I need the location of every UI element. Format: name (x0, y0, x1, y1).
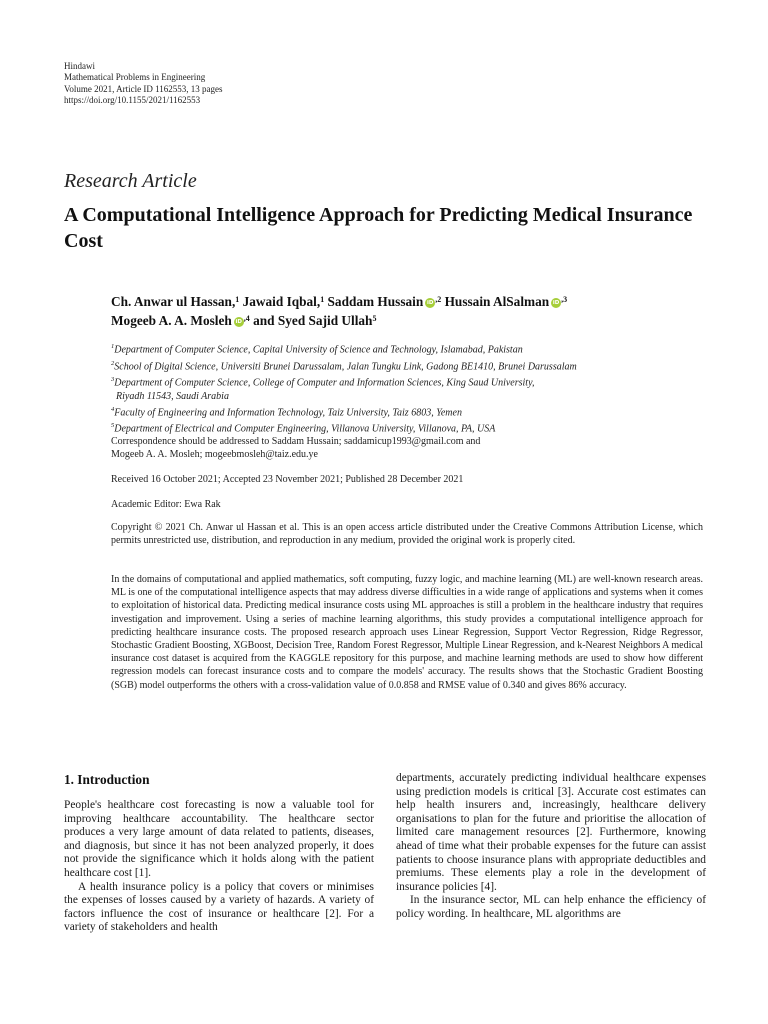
section-heading: 1. Introduction (64, 772, 150, 787)
author-affil-sup: 5 (372, 314, 377, 323)
affiliation-number: 2 (111, 359, 115, 367)
affiliation-text: Department of Electrical and Computer Engineering, Villanova University, Villanova, PA, USA (114, 423, 496, 435)
author-affil-sup: ,3 (561, 295, 568, 304)
abstract: In the domains of computational and applied mathematics, soft computing, fuzzy logic, and machine learning (ML) are well-known research areas. ML is one of the computational intelligence aspects that may address diverse difficulties in a wide range of applications and systems when it comes to exploitation of historical data. Predicting medical insurance costs using ML approaches is still a problem in the healthcare industry that requires investigation and improvement. Using a series of machine learning algorithms, this study provides a computational intelligence approach for predicting healthcare insurance costs. The proposed research approach uses Linear Regression, Support Vector Regression, Ridge Regressor, Stochastic Gradient Boosting, XGBoost, Decision Tree, Random Forest Regressor, Multiple Linear Regression, and k-Nearest Neighbors A medical insurance cost dataset is acquired from the KAGGLE repository for this purpose, and machine learning methods are used to show how different regression models can forecast insurance costs and to compare the models' accuracy. The results shows that the Stochastic Gradient Boosting (SGB) model outperforms the others with a cross-validation value of 0.0.858 and RMSE value of 0.340 and gives 86% accuracy. (111, 574, 704, 691)
affiliation-list (111, 340, 711, 436)
affiliation (111, 419, 711, 436)
author-affil-sup: ,4 (243, 314, 250, 323)
paper-title: A Computational Intelligence Approach for Predicting Medical Insurance Cost (64, 204, 693, 252)
doi-link[interactable]: https://doi.org/10.1155/2021/1162553 (64, 94, 201, 105)
volume-info: Volume 2021, Article ID 1162553, 13 pages (64, 83, 223, 94)
journal-header (64, 61, 222, 106)
body-column-right (396, 772, 706, 922)
affiliation-number: 1 (111, 343, 115, 350)
affiliation-number: 3 (111, 376, 115, 384)
affiliation (111, 403, 711, 420)
author-name: Mogeeb A. A. Mosleh (111, 313, 232, 328)
author-name: Ch. Anwar ul Hassan, (111, 294, 236, 309)
correspondence-line: Correspondence should be addressed to Saddam Hussain; saddamicup1993@gmail.com and (111, 436, 481, 447)
author-name: Hussain AlSalman (444, 294, 550, 309)
publisher-name: Hindawi (64, 61, 95, 71)
correspondence-line: Mogeeb A. A. Mosleh; mogeebmosleh@taiz.edu.ye (111, 449, 318, 461)
orcid-icon[interactable]: iD (235, 318, 242, 325)
author-name: Saddam Hussain (327, 294, 424, 309)
body-column-left (64, 799, 374, 935)
paragraph: A health insurance policy is a policy that covers or minimises the expenses of losses caused by a variety of hazards. A variety of factors influence the cost of insurance or healthcare [2]. For a variety of stakeholders and health (64, 880, 374, 934)
affiliation-number: 4 (111, 405, 115, 413)
affiliation (111, 357, 711, 374)
affiliation-text: Faculty of Engineering and Information Technology, Taiz University, Taiz 6803, Yemen (114, 407, 462, 419)
paragraph: People's healthcare cost forecasting is now a valuable tool for improving healthcare accountability. The healthcare sector produces a very large amount of data related to patients, diseases, and diagnosis, but since it has not been analyzed properly, it does not provide the significance which it holds along with the patient healthcare cost [1]. (64, 799, 374, 879)
publication-dates: Received 16 October 2021; Accepted 23 November 2021; Published 28 December 2021 (111, 474, 464, 485)
affiliation (111, 373, 711, 390)
author-affil-sup: 1 (320, 295, 325, 304)
affiliation-text: School of Digital Science, Universiti Brunei Darussalam, Jalan Tungku Link, Gadong BE1410, Brunei Darussalam (114, 360, 577, 372)
author-affil-sup: 1 (235, 295, 240, 304)
affiliation-number: 5 (111, 422, 115, 430)
paragraph: In the insurance sector, ML can help enhance the efficiency of policy wording. In healthcare, ML algorithms are (396, 894, 706, 920)
orcid-icon[interactable]: iD (552, 299, 560, 306)
author-list (111, 292, 711, 330)
orcid-icon[interactable]: iD (427, 299, 434, 306)
paragraph: departments, accurately predicting individual healthcare expenses using prediction models is critical [3]. Accurate cost estimates can help health insurers and, increasingly, healthcare delivery organisations to plan for the future and prioritise the allocation of limited care management resources [2]. Furthermore, knowing ahead of time what their probable expenses for the future can assist patients to choose insurance plans with appropriate deductibles and premiums. These elements play a role in the development of insurance policies [4]. (396, 772, 706, 893)
affiliation-continuation: Riyadh 11543, Saudi Arabia (116, 390, 229, 402)
copyright-notice: Copyright © 2021 Ch. Anwar ul Hassan et al. This is an open access article distributed under the Creative Commons Attribution License, which permits unrestricted use, distribution, and reproduction in any medium, provided the original work is properly cited. (111, 522, 703, 547)
author-name: Jawaid Iqbal, (242, 294, 321, 309)
affiliation-text: Department of Computer Science, Capital University of Science and Technology, Islamabad, Pakistan (114, 344, 523, 356)
journal-name: Mathematical Problems in Engineering (64, 72, 206, 83)
author-name: and Syed Sajid Ullah (253, 313, 373, 328)
correspondence (111, 435, 703, 461)
article-type: Research Article (64, 170, 197, 192)
academic-editor: Academic Editor: Ewa Rak (111, 499, 221, 510)
author-affil-sup: ,2 (435, 295, 442, 304)
affiliation (111, 340, 711, 357)
affiliation-text: Department of Computer Science, College of Computer and Information Sciences, King Saud University, (114, 377, 535, 389)
